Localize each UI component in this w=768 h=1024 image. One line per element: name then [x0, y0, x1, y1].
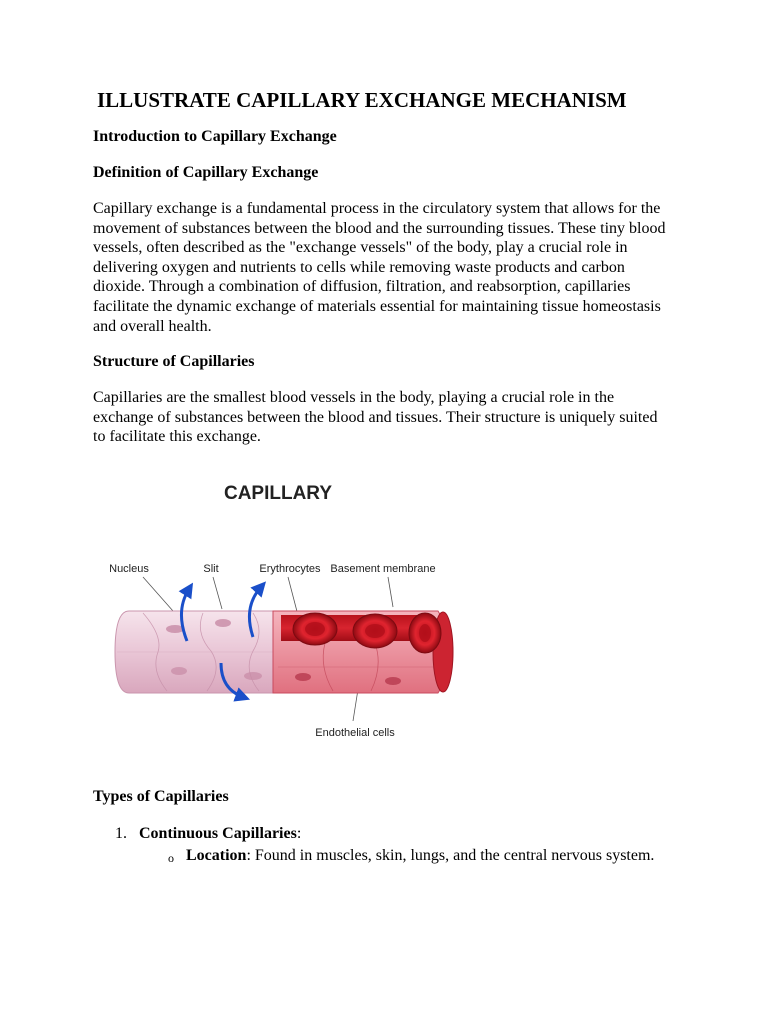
heading-structure: Structure of Capillaries	[93, 353, 255, 371]
label-basement-membrane: Basement membrane	[330, 562, 436, 575]
heading-definition: Definition of Capillary Exchange	[93, 164, 319, 181]
sublist-bullet: o	[168, 850, 174, 865]
definition-paragraph: Capillary exchange is a fundamental process in the circulatory system that allows for the movement of substances between the blood and the surrounding tissues. These tiny blood vessels, often described as the "exchange vessels" of the body, play a crucial role in delivering oxygen and nutrients to cells while removing waste products and carbon dioxide. Through a combination of diffusion, filtration, and reabsorption, capillaries facilitate the dynamic exchange of materials essential for maintaining tissue homeostasis and overall health.	[93, 200, 666, 335]
label-nucleus: Nucleus	[109, 562, 149, 575]
page-title: ILLUSTRATE CAPILLARY EXCHANGE MECHANISM	[97, 88, 627, 112]
list-item-suffix: :	[296, 824, 302, 842]
sublist-item-label: Location	[186, 846, 247, 864]
sublist-item	[139, 845, 676, 867]
label-slit: Slit	[203, 562, 219, 575]
list-number: 1.	[115, 824, 127, 842]
label-endothelial-cells: Endothelial cells	[315, 726, 395, 739]
capillary-vessel	[115, 611, 453, 693]
label-erythrocytes: Erythrocytes	[259, 562, 321, 575]
heading-types: Types of Capillaries	[93, 787, 229, 805]
structure-paragraph: Capillaries are the smallest blood vessels in the body, playing a crucial role in the exchange of substances between the blood and tissues. Their structure is uniquely suited to facilitate this exchange.	[93, 389, 658, 446]
sublist	[139, 845, 673, 867]
sublist-item-text: : Found in muscles, skin, lungs, and the central nervous system.	[246, 846, 655, 864]
diagram-title: CAPILLARY	[223, 482, 333, 504]
document-page	[93, 88, 673, 867]
list-item-label: Continuous Capillaries	[139, 824, 297, 842]
list-item	[93, 823, 673, 867]
capillary-diagram	[103, 471, 463, 761]
capillary-types-list	[93, 823, 673, 867]
heading-introduction: Introduction to Capillary Exchange	[93, 128, 337, 145]
